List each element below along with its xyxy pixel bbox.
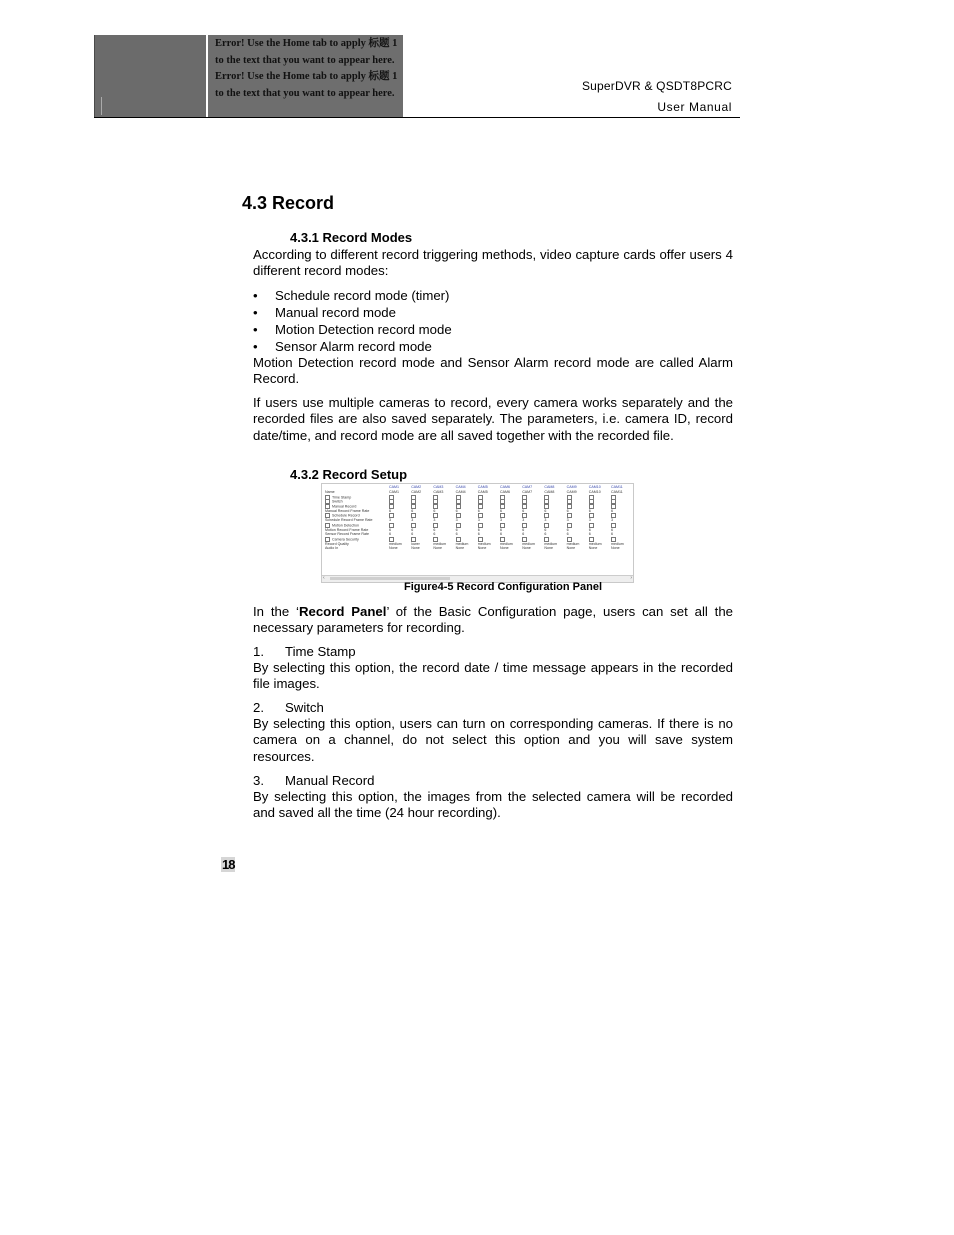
panel-cell: CAM6 [500, 490, 510, 494]
panel-cell: medium [566, 541, 580, 546]
panel-cell: None [455, 546, 465, 551]
panel-cell: 6 [588, 527, 591, 532]
panel-row-label: Camera Security [325, 537, 387, 542]
record-configuration-panel-image [321, 483, 634, 583]
item-text-switch: By selecting this option, users can turn on corresponding cameras. If there is no camera on a channel, do not select this option and you will save system resources. [253, 716, 733, 764]
panel-cell: 3 [500, 518, 502, 523]
panel-cell: 3 [611, 518, 613, 523]
panel-cell: CAM9 [566, 490, 577, 494]
page-number: 18 [222, 857, 235, 872]
item-text-manual-record: By selecting this option, the images from the selected camera will be recorded and saved all the time (24 hour recording). [253, 789, 733, 821]
camera-header[interactable]: CAM10 [588, 485, 601, 489]
panel-cell: 3 [566, 518, 569, 523]
panel-cell: 3 [455, 518, 458, 523]
panel-cell: CAM8 [544, 490, 555, 494]
panel-cell: 6 [566, 532, 569, 537]
item-title-switch: 2. Switch [253, 700, 324, 715]
panel-cell: 3 [433, 518, 436, 523]
panel-cell: None [522, 546, 531, 551]
panel-cell: 6 [522, 527, 525, 532]
panel-cell: medium [455, 541, 469, 546]
panel-row-label: Record Quality [325, 541, 349, 546]
panel-cell: 6 [522, 532, 525, 537]
panel-row-label: Name [325, 490, 335, 494]
panel-row-label: Manual Record [325, 504, 387, 509]
scroll-right-icon[interactable]: › [630, 575, 632, 581]
panel-cell: 6 [411, 527, 414, 532]
camera-column [544, 485, 564, 551]
panel-cell: 6 [544, 508, 547, 513]
panel-cell: medium [433, 541, 447, 546]
panel-cell: 3 [411, 518, 414, 523]
panel-cell: 6 [411, 532, 414, 537]
panel-cell: 6 [588, 532, 591, 537]
panel-cell: None [544, 546, 553, 551]
camera-header[interactable]: CAM11 [611, 485, 623, 489]
panel-row-label: Schedule Record Frame Rate [325, 518, 373, 523]
panel-cell: 6 [433, 532, 436, 537]
panel-cell: None [588, 546, 598, 551]
panel-cell: 6 [389, 527, 391, 532]
panel-cell: 3 [477, 518, 480, 523]
panel-cell: 6 [477, 532, 480, 537]
panel-row-label: Motion Record Frame Rate [325, 527, 369, 532]
camera-column [611, 485, 631, 551]
camera-header[interactable]: CAM9 [566, 485, 577, 489]
panel-cell: 6 [477, 508, 480, 513]
panel-cell: None [433, 546, 442, 551]
panel-cell: medium [477, 541, 491, 546]
panel-cell: 6 [544, 527, 547, 532]
panel-cell: CAM7 [522, 490, 533, 494]
camera-column [567, 485, 587, 551]
panel-camera-columns [389, 485, 633, 574]
list-item: • Manual record mode [253, 305, 396, 320]
panel-cell: 6 [433, 508, 436, 513]
panel-cell: CAM5 [477, 490, 488, 494]
section-heading: 4.3 Record [242, 193, 335, 213]
list-item: • Schedule record mode (timer) [253, 288, 450, 303]
panel-row-label: Switch [325, 499, 387, 504]
panel-cell: CAM10 [588, 490, 601, 494]
camera-header[interactable]: CAM8 [544, 485, 555, 489]
camera-header[interactable]: CAM2 [411, 485, 422, 489]
panel-cell: 3 [588, 518, 591, 523]
panel-row-label: Time Stamp [325, 495, 387, 500]
panel-cell: 6 [566, 508, 569, 513]
camera-column [589, 485, 609, 551]
camera-header[interactable]: CAM6 [500, 485, 510, 489]
camera-column [433, 485, 453, 551]
panel-cell: 6 [389, 508, 391, 513]
alarm-record-paragraph: Motion Detection record mode and Sensor Alarm record mode are called Alarm Record. [253, 355, 733, 387]
panel-cell: None [500, 546, 509, 551]
item-text-time-stamp: By selecting this option, the record date / time message appears in the recorded file images. [253, 660, 733, 692]
panel-cell: 6 [500, 527, 502, 532]
panel-cell: 6 [433, 527, 436, 532]
panel-cell: 6 [455, 527, 458, 532]
panel-cell: 6 [611, 532, 613, 537]
panel-cell: 6 [522, 508, 525, 513]
panel-cell: 6 [500, 508, 502, 513]
panel-cell: None [389, 546, 398, 551]
figure-caption: Figure4-5 Record Configuration Panel [404, 581, 603, 593]
subsection-heading-record-modes: 4.3.1 Record Modes [290, 230, 413, 245]
scrollbar-thumb[interactable] [330, 577, 450, 580]
panel-cell: medium [389, 541, 402, 546]
panel-cell: 6 [411, 508, 414, 513]
panel-cell: medium [544, 541, 558, 546]
panel-cell: medium [611, 541, 624, 546]
header-rule [94, 117, 740, 118]
record-panel-paragraph: In the ‘Record Panel’ of the Basic Configuration page, users can set all the necessary parameters for recording. [253, 604, 733, 636]
panel-cell: medium [522, 541, 535, 546]
panel-cell: 6 [500, 532, 502, 537]
panel-cell: 6 [566, 527, 569, 532]
header-error-text: Error! Use the Home tab to apply 标题 1 to the text that you want to appear here. Error! Use the Home tab to apply 标题 1 to the text that you want to appear here. [215, 38, 398, 99]
camera-header[interactable]: CAM7 [522, 485, 533, 489]
panel-cell: 6 [455, 508, 458, 513]
scroll-left-icon[interactable]: ‹ [323, 575, 325, 581]
camera-column [456, 485, 476, 551]
panel-cell: None [566, 546, 576, 551]
camera-column [411, 485, 431, 551]
panel-cell: None [477, 546, 487, 551]
list-item: • Motion Detection record mode [253, 322, 452, 337]
header-gray-block [94, 35, 206, 117]
panel-row-label: Motion Detection [325, 523, 387, 528]
panel-cell: 6 [611, 527, 613, 532]
panel-cell: 6 [455, 532, 458, 537]
panel-cell: CAM2 [411, 490, 422, 494]
panel-cell: 6 [544, 532, 547, 537]
intro-paragraph: According to different record triggering methods, video capture cards offer users 4 different record modes: [253, 247, 733, 279]
panel-cell: 6 [389, 532, 391, 537]
camera-column [389, 485, 409, 551]
subsection-heading-record-setup: 4.3.2 Record Setup [290, 467, 408, 482]
camera-column [522, 485, 542, 551]
panel-cell: 3 [522, 518, 525, 523]
panel-cell: CAM11 [611, 490, 623, 494]
panel-cell: CAM1 [389, 490, 399, 494]
camera-column [500, 485, 520, 551]
panel-row-label: Audio In [325, 546, 339, 551]
item-title-time-stamp: 1. Time Stamp [253, 644, 356, 659]
panel-cell: CAM4 [455, 490, 466, 494]
camera-header[interactable]: CAM5 [477, 485, 488, 489]
panel-cell: 6 [477, 527, 480, 532]
header-title: SuperDVR & QSDT8PCRC [581, 79, 732, 93]
panel-cell: lower [411, 541, 420, 546]
panel-cell: medium [500, 541, 513, 546]
panel-row-label: Manual Record Frame Rate [325, 508, 370, 513]
camera-column [478, 485, 498, 551]
item-title-manual-record: 3. Manual Record [253, 773, 375, 788]
panel-cell: 3 [544, 518, 547, 523]
multi-camera-paragraph: If users use multiple cameras to record, every camera works separately and the recorded files are also saved separately. The parameters, i.e. camera ID, record date/time, and record mode are all saved together with the recorded file. [253, 395, 733, 443]
panel-cell: CAM3 [433, 490, 444, 494]
panel-cell: 6 [588, 508, 591, 513]
header-subtitle: User Manual [657, 100, 732, 114]
panel-cell: 3 [389, 518, 391, 523]
panel-cell: 6 [611, 508, 613, 513]
camera-header[interactable]: CAM1 [389, 485, 399, 489]
panel-row-label: Schedule Record [325, 513, 387, 518]
camera-header[interactable]: CAM3 [433, 485, 444, 489]
panel-cell: None [611, 546, 620, 551]
panel-row-labels [325, 490, 387, 551]
panel-cell: None [411, 546, 420, 551]
panel-row-label: Sensor Record Frame Rate [325, 532, 369, 537]
camera-header[interactable]: CAM4 [455, 485, 466, 489]
panel-cell: medium [588, 541, 602, 546]
list-item: • Sensor Alarm record mode [253, 339, 432, 354]
